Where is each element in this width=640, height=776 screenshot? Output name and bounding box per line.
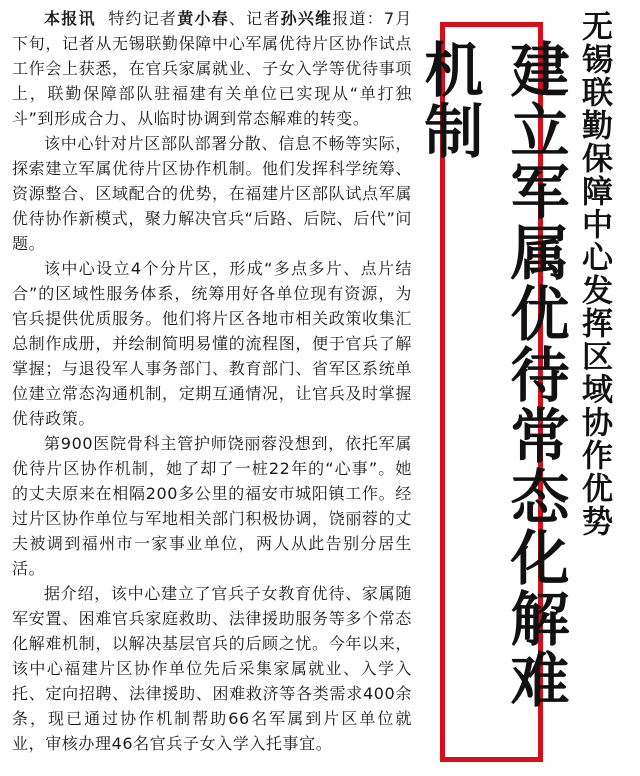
paragraph-1: 该中心针对片区部队部署分散、信息不畅等实际，探索建立军属优待片区协作机制。他们发挥科学统筹、资源整合、区域配合的优势，在福建片区部队试点军属优待协作新模式，聚力解决官兵“后路、后院、后代”问题。 [12, 134, 412, 253]
subheadline: 无锡联勤保障中心发挥区域协作优势 [576, 10, 612, 538]
subhead-column [556, 10, 632, 770]
reporter1-name: 黄小春 [177, 9, 229, 28]
headline-frame [414, 22, 570, 762]
paragraph-2: 该中心设立4个分片区，形成“多点多片、点片结合”的区域性服务体系，统筹用好各单位现有资源，为官兵提供优质服务。他们将片区各地市相关政策收集汇总制作成册，并绘制简明易懂的流程图，便于官兵了解掌握；与退役军人事务部门、教育部门、省军区系统单位建立常态沟通机制，定期互通情况，让官兵及时掌握优待政策。 [12, 259, 412, 428]
paragraph-3: 第900医院骨科主管护师饶丽蓉没想到，依托军属优待片区协作机制，她了却了一桩22年的“心事”。她的丈夫原来在相隔200多公里的福安市城阳镇工作。经过片区协作单位与军地相关部门积极协调，饶丽蓉的丈夫被调到福州市一家事业单位，两人从此告别分居生活。 [12, 434, 412, 578]
news-source: 本报讯 [44, 9, 96, 28]
reporter2-name: 孙兴维 [280, 9, 333, 28]
lead-paragraph [12, 6, 412, 131]
lead-text: 报道：7月下旬，记者从无锡联勤保障中心军属优待片区协作试点工作会上获悉，在官兵家属就业、子女入学等优待事项上，联勤保障部队驻福建有关单位已实现从“单打独斗”到形成合力、从临时协调到常态解难的转变。 [12, 9, 412, 128]
reporter2-prefix: 、记者 [228, 9, 281, 28]
paragraph-4: 据介绍，该中心建立了官兵子女教育优待、家属随军安置、困难官兵家庭救助、法律援助服务等多个常态化解难机制，以解决基层官兵的后顾之忧。今年以来，该中心福建片区协作单位先后采集家属就业、入学入托、定向招聘、法律援助、困难救济等各类需求400余条，现已通过协作机制帮助66名军属到片区单位就业，审核办理46名官兵子女入学入托事宜。 [12, 584, 412, 753]
headline: 建立军属优待常态化解难机制 [414, 39, 570, 710]
article-body [12, 6, 412, 770]
reporter1-prefix: 特约记者 [108, 9, 178, 28]
